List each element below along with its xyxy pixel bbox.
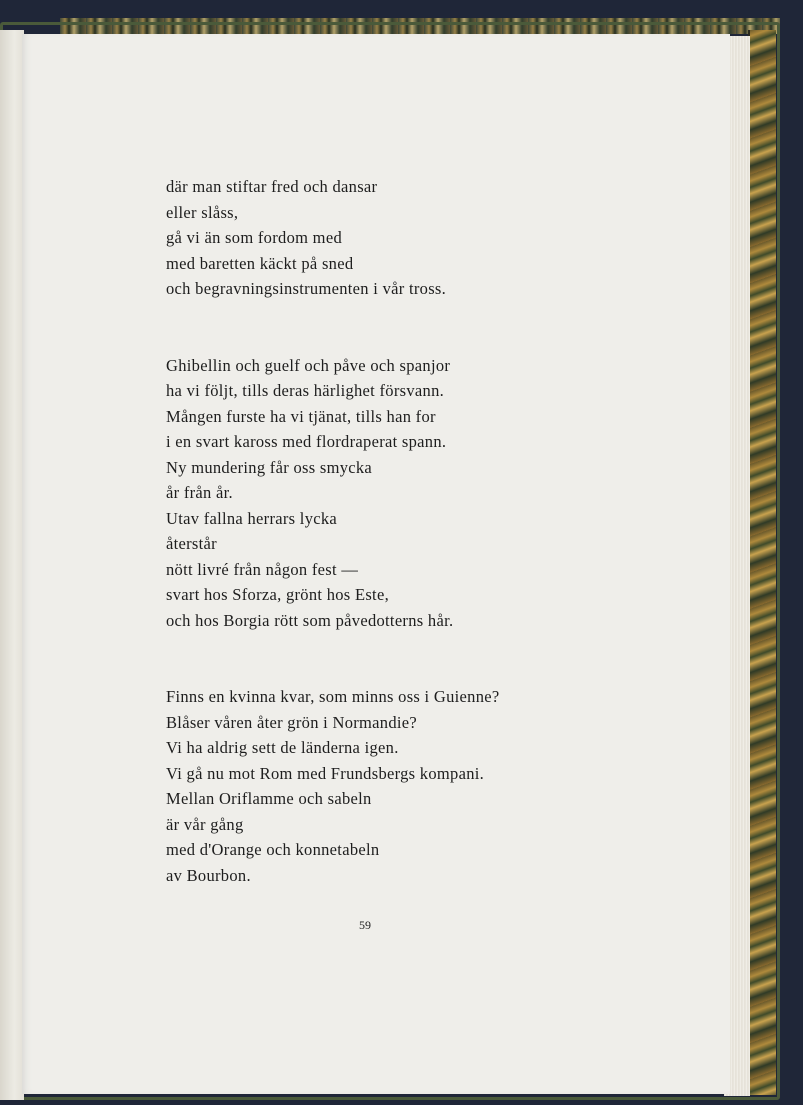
poem-line: i en svart kaross med flordraperat spann.: [166, 432, 447, 451]
poem-line: återstår: [166, 534, 217, 553]
poem-line: Mången furste ha vi tjänat, tills han for: [166, 406, 436, 426]
poem-line: eller slåss,: [166, 202, 239, 222]
poem-line: nött livré från någon fest —: [166, 559, 359, 579]
poem-line: år från år.: [166, 483, 233, 502]
poem-line: svart hos Sforza, grönt hos Este,: [166, 585, 389, 604]
poem-line: Blåser våren åter grön i Normandie?: [166, 712, 418, 732]
poem-line: Ny mundering får oss smycka: [166, 457, 373, 477]
stanza-3: [166, 684, 686, 888]
poem-line: med d'Orange och konnetabeln: [166, 840, 380, 859]
poem-line: och hos Borgia rött som påvedotterns hår.: [166, 610, 454, 630]
page-gutter: [0, 30, 24, 1100]
poem-line: Mellan Oriflamme och sabeln: [166, 789, 372, 808]
page-number: 59: [359, 918, 371, 932]
poem-line: Vi gå nu mot Rom med Frundsbergs kompani.: [166, 763, 485, 783]
stanza-2: [166, 353, 686, 634]
poem-line: Vi ha aldrig sett de länderna igen.: [166, 738, 399, 757]
poem-line: Utav fallna herrars lycka: [166, 508, 338, 528]
poem-line: av Bourbon.: [166, 865, 251, 885]
poem-line: gå vi än som fordom med: [166, 228, 342, 247]
poem-line: och begravningsinstrumenten i vår tross.: [166, 279, 447, 298]
poem-line: med baretten käckt på sned: [166, 253, 354, 273]
poem-text: [166, 174, 686, 888]
poem-line: är vår gång: [166, 814, 244, 834]
poem-line: Finns en kvinna kvar, som minns oss i Guienne?: [166, 687, 500, 706]
poem-line: Ghibellin och guelf och påve och spanjor: [166, 355, 451, 375]
poem-line: ha vi följt, tills deras härlighet försvann.: [166, 381, 445, 400]
stanza-1: [166, 174, 686, 302]
poem-line: där man stiftar fred och dansar: [166, 177, 378, 196]
